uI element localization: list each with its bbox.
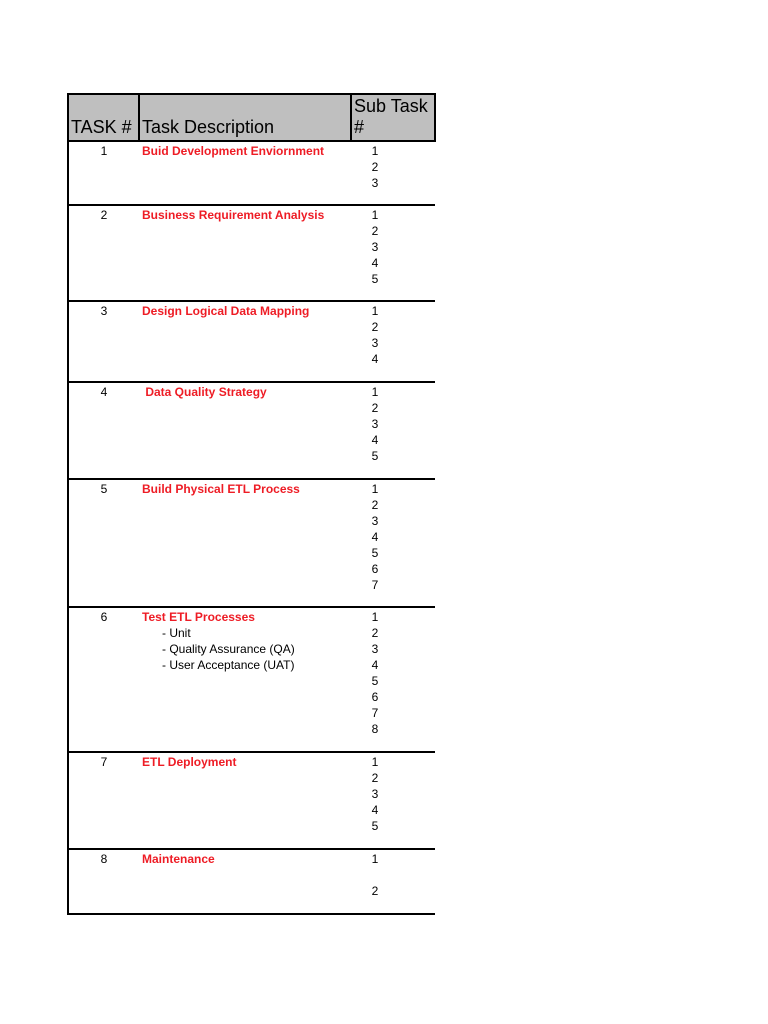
table-row	[68, 849, 435, 914]
task-description	[139, 205, 351, 301]
task-title: ETL Deployment	[142, 755, 237, 769]
header-task-description: Task Description	[139, 94, 351, 141]
sub-task-number: 3	[371, 336, 379, 350]
task-number: 5	[68, 479, 139, 607]
task-title: Maintenance	[142, 852, 215, 866]
task-title: Design Logical Data Mapping	[142, 304, 310, 318]
sub-task-number: 3	[371, 240, 379, 254]
task-number: 6	[68, 607, 139, 752]
table-row	[68, 205, 435, 301]
task-description	[139, 141, 351, 205]
header-sub-task: Sub Task #	[351, 94, 435, 141]
sub-task-number: 3	[371, 417, 379, 431]
task-description	[139, 382, 351, 479]
sub-task-number: 4	[371, 352, 379, 366]
table-row	[68, 301, 435, 382]
sub-task-number: 5	[371, 674, 379, 688]
task-description	[139, 752, 351, 849]
task-detail-line: - Quality Assurance (QA)	[162, 642, 295, 656]
sub-task-list	[351, 752, 435, 849]
sub-task-number: 1	[371, 755, 379, 769]
sub-task-number: 1	[371, 304, 379, 318]
table-header-row	[68, 94, 435, 141]
task-title: Buid Development Enviornment	[142, 144, 325, 158]
sub-task-number: 4	[371, 803, 379, 817]
table-row	[68, 479, 435, 607]
sub-task-list	[351, 141, 435, 205]
table-row	[68, 607, 435, 752]
sub-task-number: 4	[371, 256, 379, 270]
sub-task-number: 1	[371, 208, 379, 222]
sub-task-number: 4	[371, 433, 379, 447]
sub-task-list	[351, 479, 435, 607]
sub-task-number: 2	[371, 626, 379, 640]
task-title: Data Quality Strategy	[142, 385, 267, 399]
sub-task-number: 7	[371, 578, 379, 592]
task-number: 1	[68, 141, 139, 205]
sub-task-number: 3	[371, 642, 379, 656]
task-sheet	[67, 93, 434, 915]
task-title: Test ETL Processes	[142, 610, 255, 624]
sub-task-number: 7	[371, 706, 379, 720]
task-detail-line: - Unit	[162, 626, 191, 640]
task-detail-line: - User Acceptance (UAT)	[162, 658, 295, 672]
sub-task-number: 6	[371, 690, 379, 704]
sub-task-number: 2	[371, 771, 379, 785]
task-table	[67, 93, 436, 915]
sub-task-number: 8	[371, 722, 379, 736]
task-number: 2	[68, 205, 139, 301]
sub-task-number: 2	[371, 160, 379, 174]
sub-task-list	[351, 382, 435, 479]
sub-task-number: 2	[371, 884, 379, 898]
task-number: 7	[68, 752, 139, 849]
sub-task-list	[351, 205, 435, 301]
sub-task-list	[351, 849, 435, 914]
sub-task-number: 1	[371, 482, 379, 496]
sub-task-number: 5	[371, 819, 379, 833]
task-description	[139, 849, 351, 914]
task-number: 8	[68, 849, 139, 914]
task-number: 4	[68, 382, 139, 479]
task-description	[139, 479, 351, 607]
sub-task-number: 3	[371, 787, 379, 801]
task-number: 3	[68, 301, 139, 382]
sub-task-number: 1	[371, 144, 379, 158]
sub-task-list	[351, 301, 435, 382]
task-description	[139, 607, 351, 752]
sub-task-number: 1	[371, 385, 379, 399]
header-task-number: TASK #	[68, 94, 139, 141]
sub-task-number: 2	[371, 498, 379, 512]
sub-task-number: 5	[371, 449, 379, 463]
sub-task-number: 2	[371, 320, 379, 334]
task-title: Build Physical ETL Process	[142, 482, 300, 496]
sub-task-number: 4	[371, 658, 379, 672]
table-row	[68, 752, 435, 849]
table-row	[68, 382, 435, 479]
task-title: Business Requirement Analysis	[142, 208, 325, 222]
sub-task-number: 5	[371, 272, 379, 286]
sub-task-number: 5	[371, 546, 379, 560]
task-description	[139, 301, 351, 382]
sub-task-number: 3	[371, 176, 379, 190]
sub-task-number: 4	[371, 530, 379, 544]
table-row	[68, 141, 435, 205]
sub-task-number: 2	[371, 401, 379, 415]
sub-task-list	[351, 607, 435, 752]
sub-task-number: 2	[371, 224, 379, 238]
sub-task-number: 1	[371, 852, 379, 866]
sub-task-number: 1	[371, 610, 379, 624]
sub-task-number: 6	[371, 562, 379, 576]
sub-task-number: 3	[371, 514, 379, 528]
